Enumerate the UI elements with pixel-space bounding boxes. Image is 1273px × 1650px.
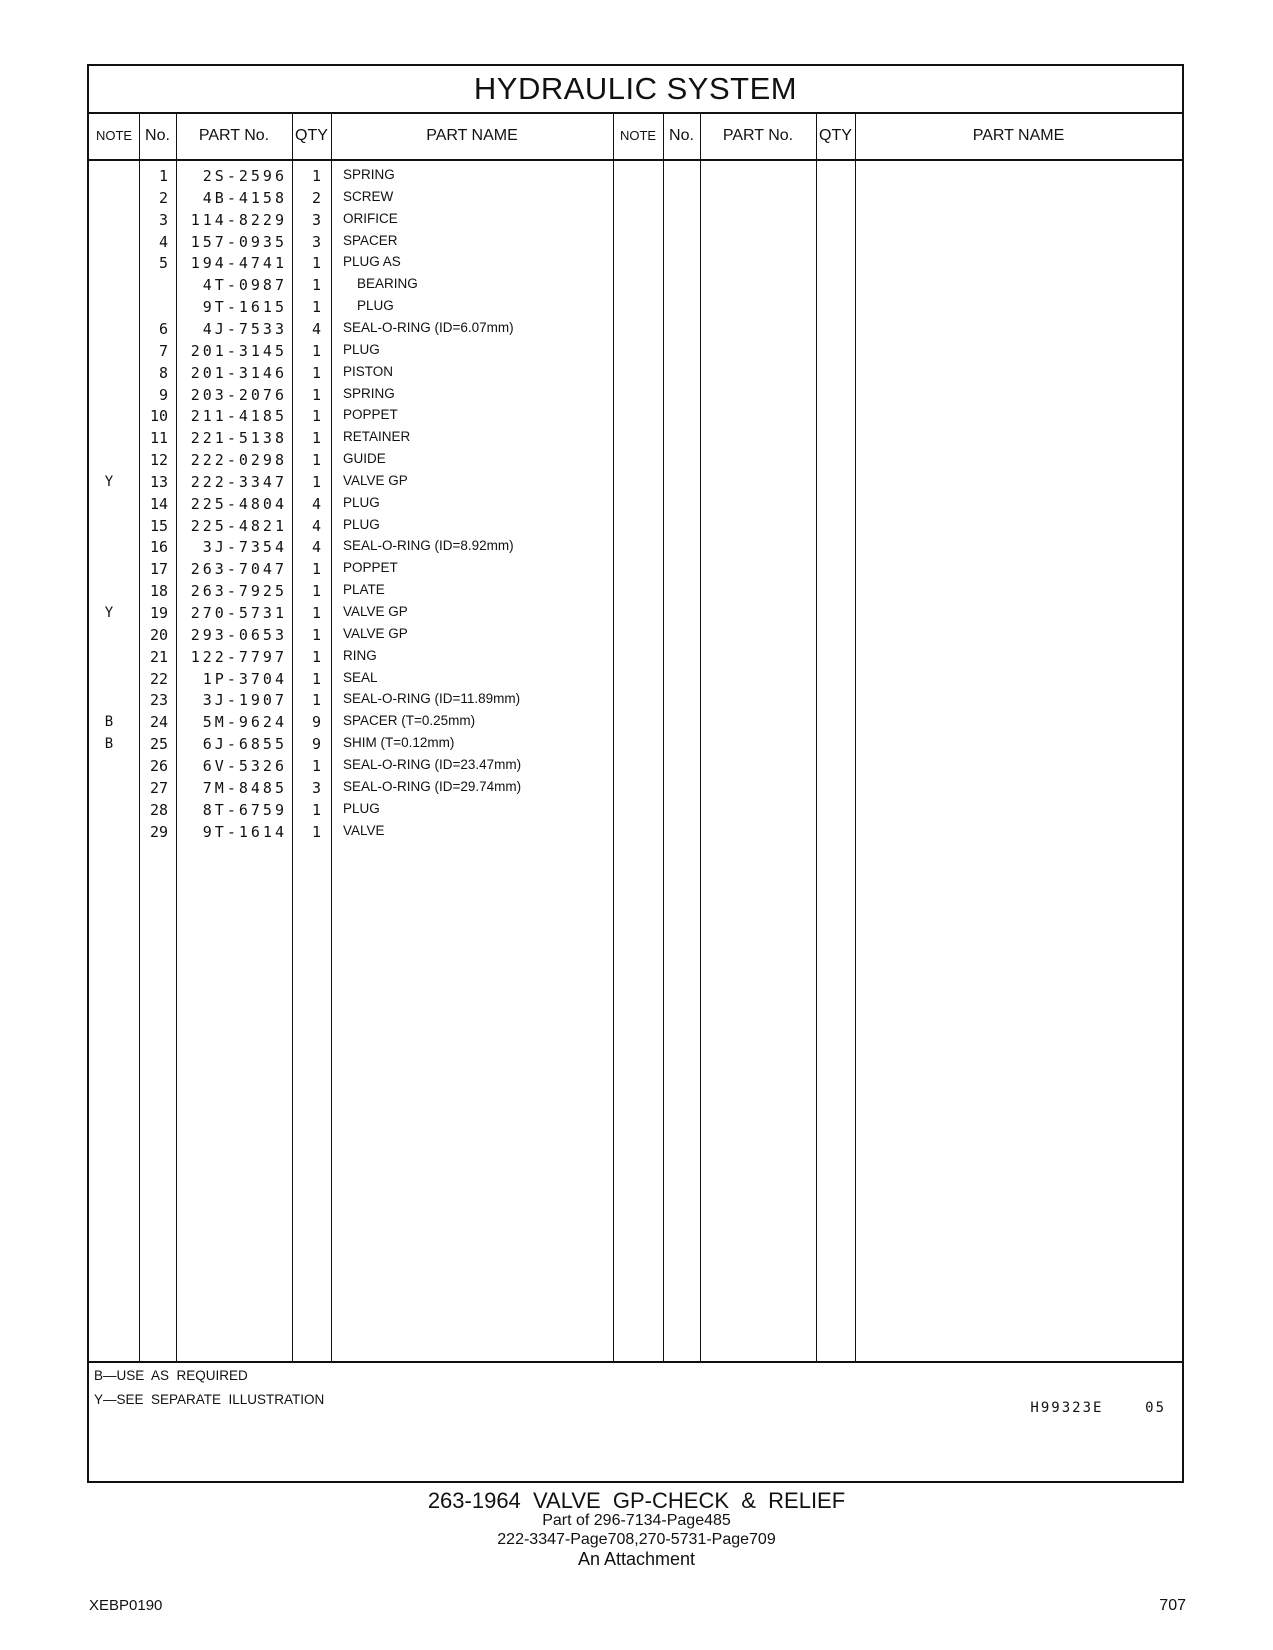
page-references: 222-3347-Page708,270-5731-Page709 xyxy=(497,1531,776,1548)
row-part-number: 9T-1614 xyxy=(202,822,287,841)
row-note xyxy=(89,580,129,602)
row-part-number: 201-3145 xyxy=(190,341,287,360)
row-quantity: 1 xyxy=(311,822,321,841)
table-row xyxy=(89,187,649,209)
row-part-number: 203-2076 xyxy=(190,385,287,404)
row-note xyxy=(89,165,129,187)
row-part-name: SEAL-O-RING (ID=29.74mm) xyxy=(343,778,522,794)
row-quantity: 1 xyxy=(311,800,321,819)
row-quantity: 1 xyxy=(311,669,321,688)
row-note xyxy=(89,405,129,427)
row-part-number: 8T-6759 xyxy=(202,800,287,819)
table-row xyxy=(89,471,649,493)
row-part-name: RETAINER xyxy=(343,429,411,445)
parts-table-frame xyxy=(87,64,1184,1483)
row-note xyxy=(89,558,129,580)
notes-divider xyxy=(89,1361,1182,1363)
row-item-number: 2 xyxy=(158,188,168,207)
row-part-name: SCREW xyxy=(343,188,394,204)
row-item-number: 22 xyxy=(149,669,168,688)
row-quantity: 1 xyxy=(311,582,321,601)
row-part-number: 6V-5326 xyxy=(202,756,287,775)
row-quantity: 1 xyxy=(311,276,321,295)
row-note xyxy=(89,668,129,690)
table-row xyxy=(89,274,649,296)
row-part-number: 270-5731 xyxy=(190,604,287,622)
table-row xyxy=(89,646,649,668)
row-item-number: 20 xyxy=(149,625,168,644)
row-part-number: 263-7925 xyxy=(190,582,287,601)
table-row xyxy=(89,777,649,799)
row-quantity: 1 xyxy=(311,385,321,404)
row-note xyxy=(89,515,129,537)
row-note xyxy=(89,689,129,711)
table-row xyxy=(89,558,649,580)
column-divider xyxy=(855,112,856,1362)
row-item-number: 21 xyxy=(149,647,168,666)
row-part-name: SPACER xyxy=(343,232,398,248)
row-part-number: 114-8229 xyxy=(190,210,287,229)
part-of-reference: Part of 296-7134-Page485 xyxy=(542,1512,731,1529)
row-quantity: 4 xyxy=(311,319,321,338)
row-item-number: 9 xyxy=(158,385,168,404)
row-item-number: 5 xyxy=(158,254,168,273)
row-part-name: VALVE GP xyxy=(343,472,408,488)
row-quantity: 9 xyxy=(311,713,321,732)
table-row xyxy=(89,733,649,755)
column-divider xyxy=(816,112,817,1362)
row-item-number: 8 xyxy=(158,363,168,382)
note-b-legend: B—USE AS REQUIRED xyxy=(94,1368,248,1383)
row-part-name: PLUG AS xyxy=(343,254,401,270)
row-note xyxy=(89,777,129,799)
row-item-number: 3 xyxy=(158,210,168,229)
row-item-number: 7 xyxy=(158,341,168,360)
row-quantity: 2 xyxy=(311,188,321,207)
row-part-name: GUIDE xyxy=(343,451,386,467)
row-part-number: 7M-8485 xyxy=(202,778,287,797)
table-row xyxy=(89,340,649,362)
section-title: HYDRAULIC SYSTEM xyxy=(89,66,1182,114)
row-part-number: 293-0653 xyxy=(190,625,287,644)
row-note xyxy=(89,755,129,777)
attachment-label: An Attachment xyxy=(577,1549,696,1569)
row-note xyxy=(89,362,129,384)
table-row xyxy=(89,296,649,318)
row-part-name: POPPET xyxy=(343,407,398,423)
row-item-number xyxy=(141,296,168,318)
row-part-name: PLUG xyxy=(343,800,380,816)
table-row xyxy=(89,231,649,253)
row-quantity: 1 xyxy=(311,363,321,382)
row-part-name: SEAL xyxy=(343,669,378,685)
row-quantity: 4 xyxy=(311,494,321,513)
table-row xyxy=(89,493,649,515)
row-part-name: VALVE GP xyxy=(343,625,408,641)
row-item-number: 10 xyxy=(149,407,168,426)
table-row xyxy=(89,821,649,843)
row-note xyxy=(89,340,129,362)
row-note xyxy=(89,231,129,253)
table-row xyxy=(89,536,649,558)
table-row xyxy=(89,318,649,340)
row-part-name: RING xyxy=(343,647,377,663)
row-item-number: 14 xyxy=(149,494,168,513)
row-note xyxy=(89,536,129,558)
row-part-number: 225-4821 xyxy=(190,516,287,535)
row-part-name: SEAL-O-RING (ID=8.92mm) xyxy=(343,538,514,554)
table-row xyxy=(89,755,649,777)
table-row xyxy=(89,427,649,449)
row-part-name: SPRING xyxy=(343,385,395,401)
row-item-number: 27 xyxy=(149,778,168,797)
row-part-name: PLATE xyxy=(343,582,385,598)
row-item-number: 25 xyxy=(149,735,168,754)
row-note: B xyxy=(104,714,114,731)
row-item-number: 4 xyxy=(158,232,168,251)
row-note xyxy=(89,821,129,843)
row-part-number: 263-7047 xyxy=(190,560,287,579)
table-row xyxy=(89,580,649,602)
table-row xyxy=(89,449,649,471)
row-part-number: 222-3347 xyxy=(190,472,287,491)
row-item-number: 24 xyxy=(149,713,168,732)
row-item-number: 11 xyxy=(149,429,168,448)
row-quantity: 3 xyxy=(311,210,321,229)
note-y-legend: Y—SEE SEPARATE ILLUSTRATION xyxy=(94,1392,325,1407)
row-part-name: POPPET xyxy=(343,560,398,576)
row-quantity: 1 xyxy=(311,472,321,491)
table-row xyxy=(89,799,649,821)
row-part-number: 211-4185 xyxy=(190,407,287,426)
row-quantity: 1 xyxy=(311,254,321,273)
table-row xyxy=(89,515,649,537)
row-quantity: 1 xyxy=(311,625,321,644)
row-item-number: 12 xyxy=(149,451,168,470)
row-note: Y xyxy=(104,473,114,490)
row-part-number: 221-5138 xyxy=(190,429,287,448)
row-quantity: 1 xyxy=(311,451,321,470)
table-row xyxy=(89,624,649,646)
header-qty: QTY xyxy=(295,127,328,144)
row-part-name: SHIM (T=0.12mm) xyxy=(343,735,455,751)
illustration-code: H99323E 05 xyxy=(1030,1400,1166,1416)
row-item-number: 19 xyxy=(149,604,168,622)
row-part-name: SEAL-O-RING (ID=23.47mm) xyxy=(343,756,522,772)
row-part-name: PLUG xyxy=(343,494,380,510)
column-divider xyxy=(663,112,664,1362)
row-part-number: 4T-0987 xyxy=(202,276,287,295)
row-quantity: 1 xyxy=(311,429,321,448)
row-quantity: 1 xyxy=(311,167,321,185)
row-quantity: 1 xyxy=(311,604,321,622)
table-row xyxy=(89,602,649,624)
row-item-number: 6 xyxy=(158,319,168,338)
row-note xyxy=(89,493,129,515)
row-part-number: 1P-3704 xyxy=(202,669,287,688)
table-row xyxy=(89,405,649,427)
header-no-right: No. xyxy=(669,127,694,144)
row-note xyxy=(89,274,129,296)
row-quantity: 1 xyxy=(311,560,321,579)
row-note xyxy=(89,624,129,646)
row-item-number: 18 xyxy=(149,582,168,601)
header-part-no-right: PART No. xyxy=(722,127,794,144)
row-part-number: 201-3146 xyxy=(190,363,287,382)
row-part-name: PLUG xyxy=(343,341,380,357)
row-part-name: VALVE GP xyxy=(343,604,408,619)
row-quantity: 3 xyxy=(311,232,321,251)
row-item-number: 13 xyxy=(149,472,168,491)
row-quantity: 1 xyxy=(311,691,321,710)
row-part-number: 5M-9624 xyxy=(202,713,287,732)
row-part-number: 2S-2596 xyxy=(202,167,287,185)
row-quantity: 1 xyxy=(311,647,321,666)
row-item-number: 15 xyxy=(149,516,168,535)
row-part-number: 4B-4158 xyxy=(202,188,287,207)
page-number: 707 xyxy=(1159,1597,1186,1614)
row-quantity: 9 xyxy=(311,735,321,754)
row-item-number: 23 xyxy=(149,691,168,710)
row-part-number: 194-4741 xyxy=(190,254,287,273)
row-part-name: ORIFICE xyxy=(343,210,398,226)
table-header-row xyxy=(89,112,1182,161)
row-quantity: 4 xyxy=(311,516,321,535)
row-note: Y xyxy=(104,605,114,621)
row-note xyxy=(89,318,129,340)
header-note: NOTE xyxy=(95,128,133,143)
header-qty-right: QTY xyxy=(819,127,852,144)
row-quantity: 3 xyxy=(311,778,321,797)
assembly-title: 263-1964 VALVE GP-CHECK & RELIEF xyxy=(427,1488,846,1513)
row-quantity: 1 xyxy=(311,756,321,775)
row-quantity: 1 xyxy=(311,407,321,426)
document-id: XEBP0190 xyxy=(89,1597,163,1614)
row-item-number: 28 xyxy=(149,800,168,819)
column-divider xyxy=(700,112,701,1362)
row-note xyxy=(89,187,129,209)
row-note xyxy=(89,449,129,471)
row-note xyxy=(89,252,129,274)
row-part-number: 225-4804 xyxy=(190,494,287,513)
row-part-name: SPACER (T=0.25mm) xyxy=(343,713,476,729)
row-note xyxy=(89,646,129,668)
header-part-name-right: PART NAME xyxy=(972,127,1065,144)
table-row xyxy=(89,689,649,711)
table-row xyxy=(89,711,649,733)
row-part-number: 157-0935 xyxy=(190,232,287,251)
row-part-number: 3J-1907 xyxy=(202,691,287,710)
row-item-number: 16 xyxy=(149,538,168,557)
header-no: No. xyxy=(145,127,170,144)
header-note-right: NOTE xyxy=(619,128,657,143)
row-part-number: 4J-7533 xyxy=(202,319,287,338)
row-part-name: PLUG xyxy=(343,516,380,532)
table-row xyxy=(89,362,649,384)
table-row xyxy=(89,384,649,406)
row-item-number: 29 xyxy=(149,822,168,841)
row-item-number: 17 xyxy=(149,560,168,579)
row-part-name: PISTON xyxy=(343,363,394,379)
row-quantity: 1 xyxy=(311,298,321,317)
row-item-number: 1 xyxy=(158,167,168,185)
row-note xyxy=(89,209,129,231)
row-part-number: 122-7797 xyxy=(190,647,287,666)
row-part-name: SEAL-O-RING (ID=11.89mm) xyxy=(343,691,521,707)
row-note xyxy=(89,799,129,821)
row-quantity: 1 xyxy=(311,341,321,360)
row-quantity: 4 xyxy=(311,538,321,557)
row-item-number xyxy=(141,274,168,296)
row-part-number: 222-0298 xyxy=(190,451,287,470)
row-part-name: SPRING xyxy=(343,167,395,182)
row-part-name: SEAL-O-RING (ID=6.07mm) xyxy=(343,319,514,335)
row-note xyxy=(89,296,129,318)
table-row xyxy=(89,252,649,274)
table-row xyxy=(89,209,649,231)
table-row xyxy=(89,165,649,187)
row-note xyxy=(89,384,129,406)
row-part-name: PLUG xyxy=(357,298,394,314)
row-item-number: 26 xyxy=(149,756,168,775)
row-part-name: VALVE xyxy=(343,822,385,838)
row-part-number: 6J-6855 xyxy=(202,735,287,754)
header-part-name: PART NAME xyxy=(426,127,518,144)
row-note xyxy=(89,427,129,449)
table-row xyxy=(89,668,649,690)
row-part-name: BEARING xyxy=(357,276,418,292)
row-part-number: 9T-1615 xyxy=(202,298,287,317)
row-note: B xyxy=(104,736,114,753)
row-part-number: 3J-7354 xyxy=(202,538,287,557)
header-part-no: PART No. xyxy=(198,127,270,144)
